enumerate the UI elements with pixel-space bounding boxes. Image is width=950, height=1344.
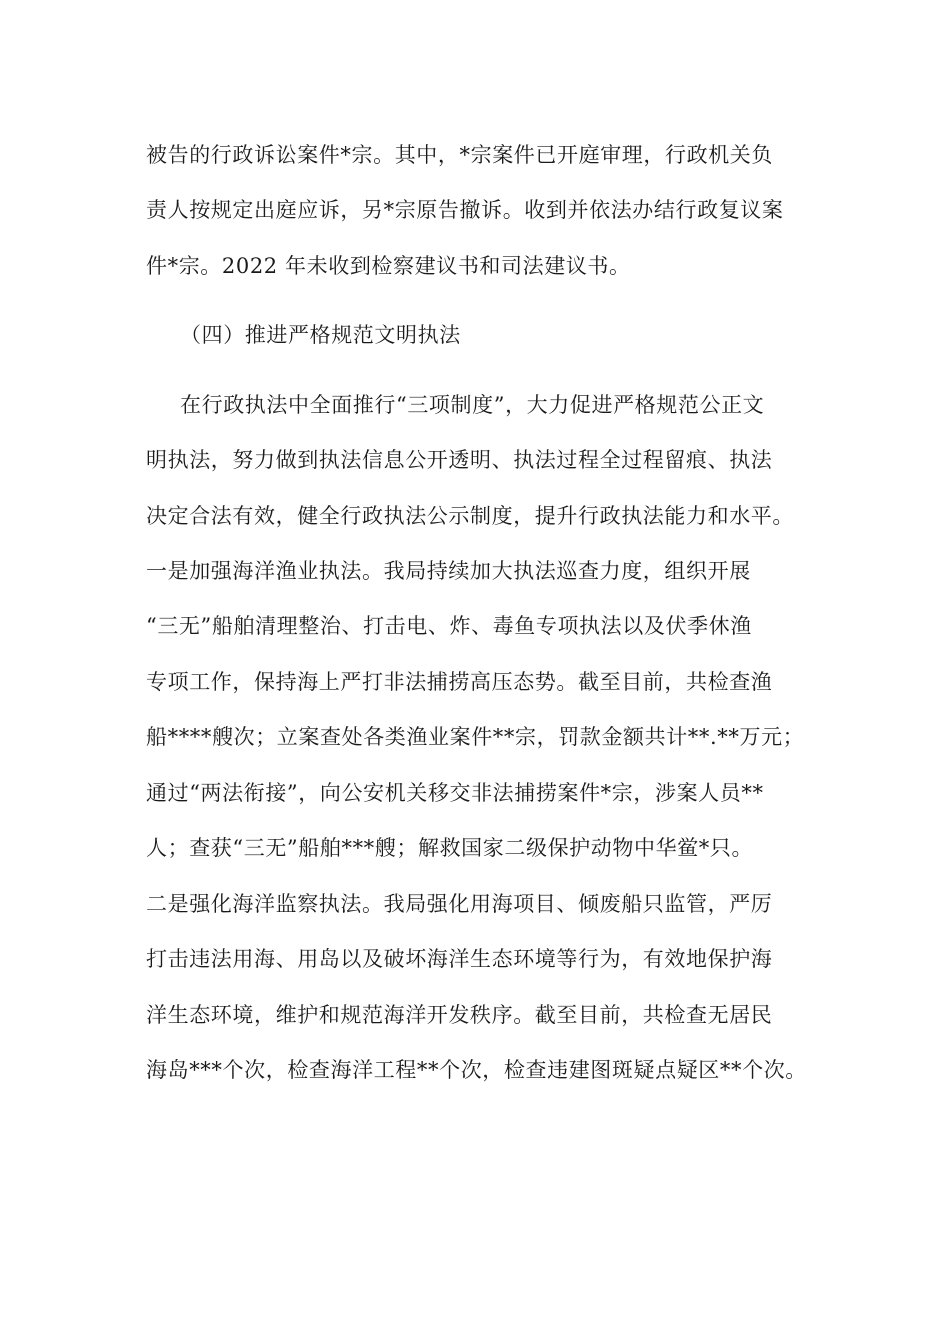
body-line-5: 在行政执法中全面推行“三项制度”，大力促进严格规范公正文 — [180, 393, 765, 417]
body-line-2: 责人按规定出庭应诉，另*宗原告撤诉。收到并依法办结行政复议案 — [146, 198, 784, 222]
body-line-13: 人；查获“三无”船舶***艘；解救国家二级保护动物中华鲎*只。 — [146, 836, 754, 860]
body-line-8: 一是加强海洋渔业执法。我局持续加大执法巡查力度，组织开展 — [146, 559, 751, 583]
body-line-16: 洋生态环境，维护和规范海洋开发秩序。截至目前，共检查无居民 — [146, 1003, 773, 1027]
body-line-10: 专项工作，保持海上严打非法捕捞高压态势。截至目前，共检查渔 — [146, 670, 773, 694]
body-line-1: 被告的行政诉讼案件*宗。其中，*宗案件已开庭审理，行政机关负 — [146, 143, 773, 167]
body-line-12: 通过“两法衔接”，向公安机关移交非法捕捞案件*宗，涉案人员** — [146, 781, 764, 805]
body-line-3: 件*宗。2022 年未收到检察建议书和司法建议书。 — [146, 254, 631, 278]
section-heading: （四）推进严格规范文明执法 — [180, 323, 461, 347]
body-line-11: 船****艘次；立案查处各类渔业案件**宗，罚款金额共计**.**万元； — [146, 725, 805, 749]
body-line-17: 海岛***个次，检查海洋工程**个次，检查违建图斑疑点疑区**个次。 — [146, 1058, 807, 1082]
body-line-6: 明执法，努力做到执法信息公开透明、执法过程全过程留痕、执法 — [146, 448, 773, 472]
body-line-14: 二是强化海洋监察执法。我局强化用海项目、倾废船只监管，严厉 — [146, 892, 773, 916]
body-line-15: 打击违法用海、用岛以及破坏海洋生态环境等行为，有效地保护海 — [146, 947, 773, 971]
body-line-9: “三无”船舶清理整治、打击电、炸、毒鱼专项执法以及伏季休渔 — [146, 614, 752, 638]
body-line-7: 决定合法有效，健全行政执法公示制度，提升行政执法能力和水平。 — [146, 504, 794, 528]
